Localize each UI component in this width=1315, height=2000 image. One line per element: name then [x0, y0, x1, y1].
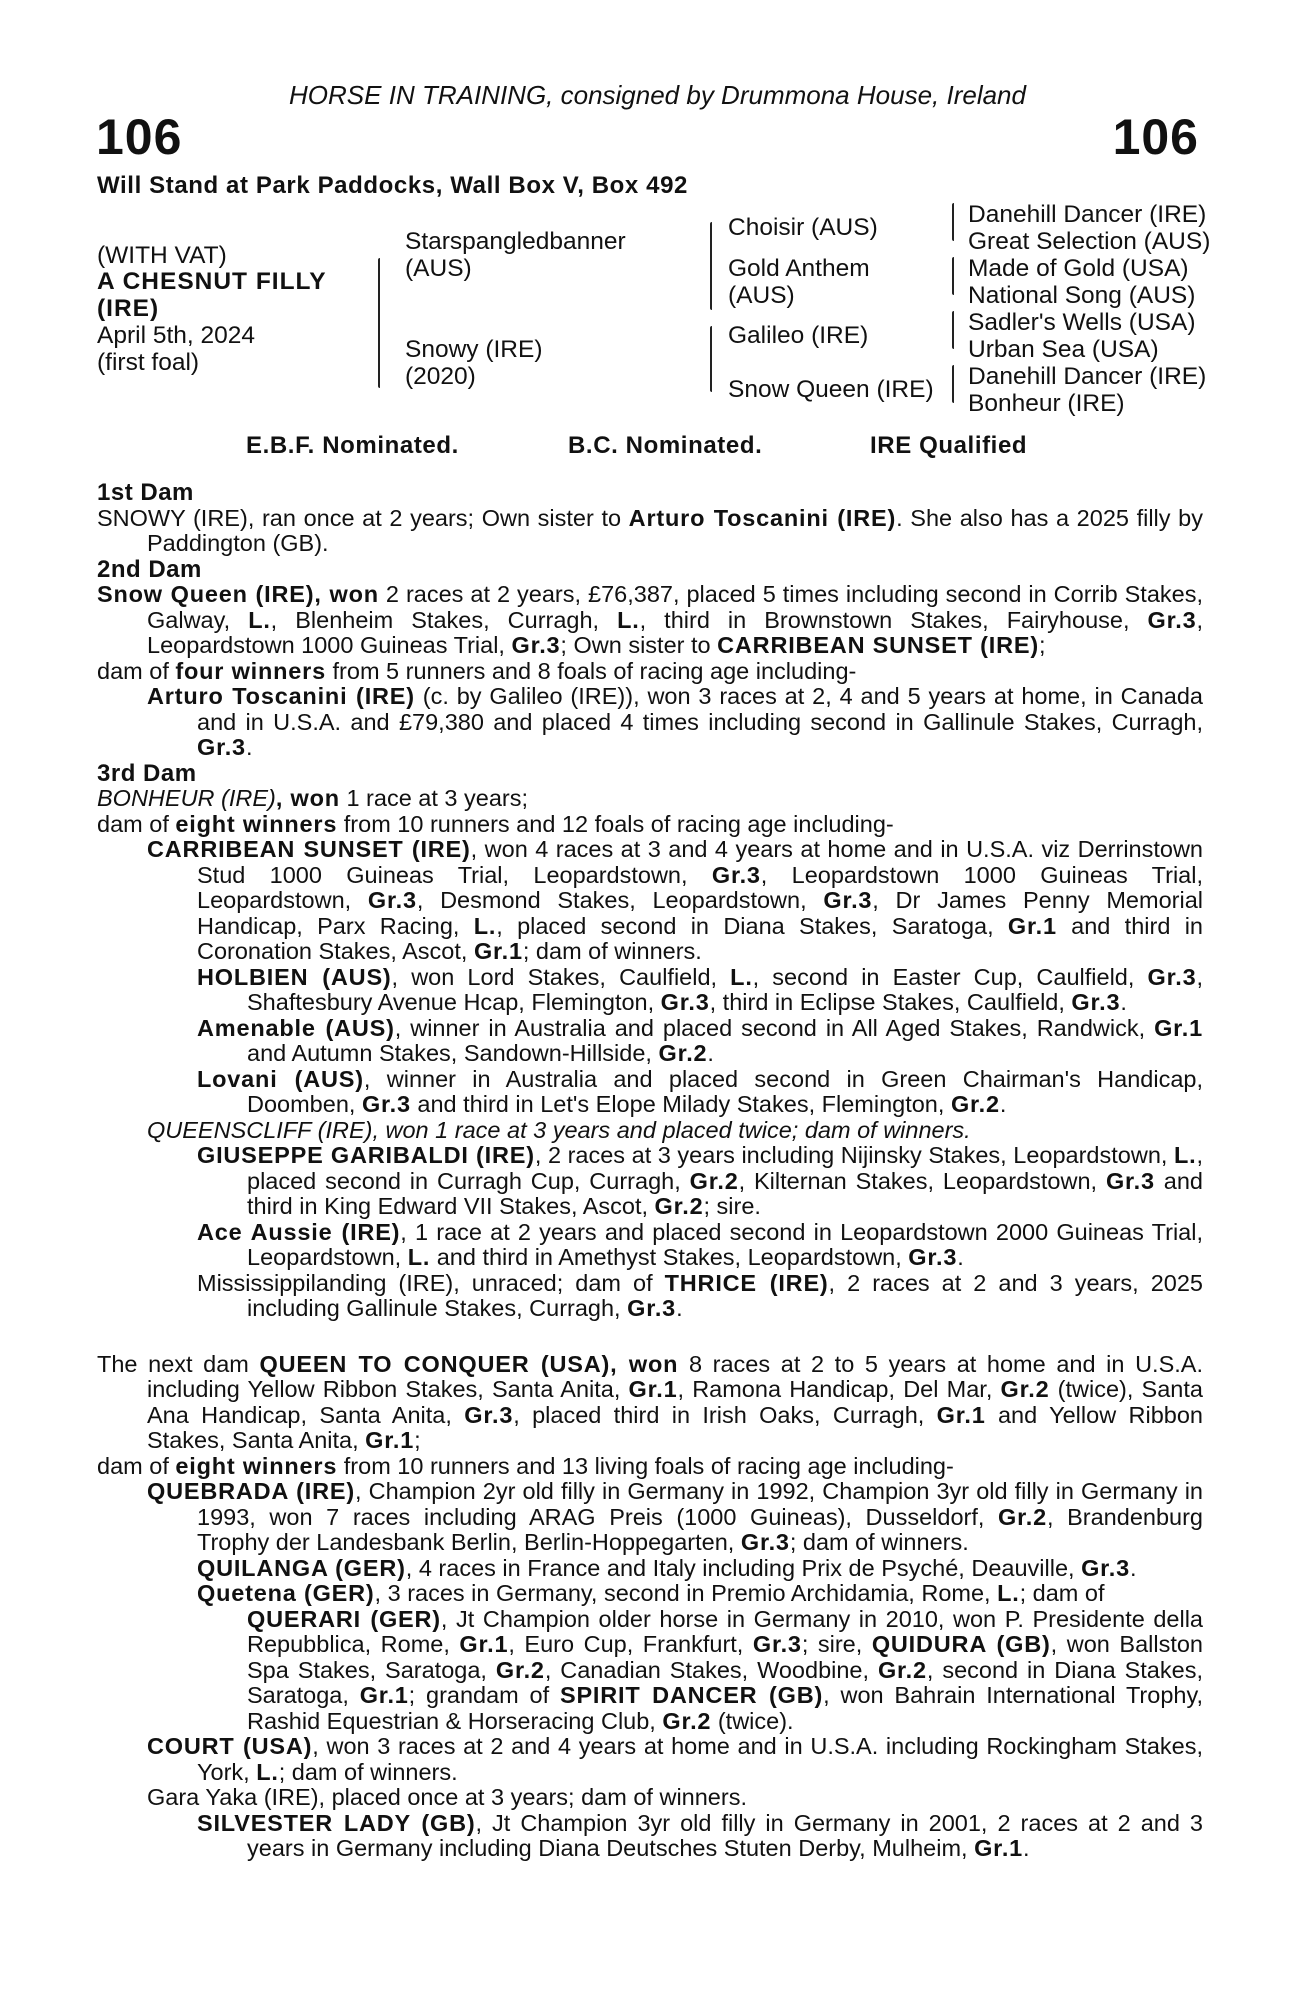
dam-dam: Snow Queen (IRE) — [728, 376, 934, 403]
sire-brace — [710, 222, 712, 310]
progeny-mississippilanding: Mississippilanding (IRE), unraced; dam of THRICE (IRE), 2 races at 2 and 3 years, 2025 including Gallinule Stakes, Curragh, Gr.3. — [197, 1269, 1203, 1321]
sire-name: Starspangledbanner — [405, 228, 626, 255]
progeny-ace-aussie: Ace Aussie (IRE), 1 race at 2 years and placed second in Leopardstown 2000 Guineas Trial, Leopardstown, L. and third in Amethyst Stakes, Leopardstown, Gr.3. — [197, 1218, 1203, 1270]
lot-number-left: 106 — [96, 109, 183, 165]
next-dam-paragraph: The next dam QUEEN TO CONQUER (USA), won 8 races at 2 to 5 years at home and in U.S.A. including Yellow Ribbon Stakes, Santa Anita, Gr.1, Ramona Handicap, Del Mar, Gr.2 (twice), Santa Ana Handicap, Santa Anita, Gr.3, placed third in Irish Oaks, Curragh, Gr.1 and Yellow Ribbon Stakes, Santa Anita, Gr.1; — [97, 1350, 1203, 1453]
second-dam-heading: 2nd Dam — [97, 555, 202, 583]
progeny-gara-yaka: Gara Yaka (IRE), placed once at 3 years; dam of winners. — [147, 1784, 747, 1810]
sire-dam: Gold Anthem — [728, 255, 870, 282]
first-dam-heading: 1st Dam — [97, 479, 194, 506]
foaling-date: April 5th, 2024 — [97, 322, 255, 349]
progeny-queenscliff: QUEENSCLIFF (IRE), won 1 race at 3 years and placed twice; dam of winners. — [147, 1116, 971, 1143]
second-dam-paragraph: Snow Queen (IRE), won 2 races at 2 years, £76,387, placed 5 times including second in Corrib Stakes, Galway, L., Blenheim Stakes, Curragh, L., third in Brownstown Stakes, Fairyhouse, Gr.3, Leopardstown 1000 Guineas Trial, Gr.3; Own sister to CARRIBEAN SUNSET (IRE); — [97, 581, 1204, 658]
sire-country: (AUS) — [405, 255, 472, 282]
third-dam-paragraph: BONHEUR (IRE), won 1 race at 3 years; — [97, 785, 529, 811]
progeny-holbien: HOLBIEN (AUS), won Lord Stakes, Caulfield, L., second in Easter Cup, Caulfield, Gr.3, Shaftesbury Avenue Hcap, Flemington, Gr.3, third in Eclipse Stakes, Caulfield, Gr.3. — [197, 963, 1203, 1015]
catalogue-header: HORSE IN TRAINING, consigned by Drummona House, Ireland — [289, 80, 1026, 110]
progeny-quilanga: QUILANGA (GER), 4 races in France and Italy including Prix de Psyché, Deauville, Gr.3. — [197, 1554, 1137, 1581]
vat-note: (WITH VAT) — [97, 242, 227, 269]
ggp-brace-4 — [952, 365, 954, 403]
ggp-2: Great Selection (AUS) — [968, 228, 1211, 255]
ggp-brace-1 — [952, 203, 954, 241]
stand-location: Will Stand at Park Paddocks, Wall Box V, Box 492 — [97, 172, 688, 199]
progeny-lovani: Lovani (AUS), winner in Australia and placed second in Green Chairman's Handicap, Doomben, Gr.3 and third in Let's Elope Milady Stakes, Flemington, Gr.2. — [197, 1065, 1203, 1117]
dam-sire: Galileo (IRE) — [728, 322, 869, 349]
dam-brace — [710, 326, 712, 392]
progeny-quebrada: QUEBRADA (IRE), Champion 2yr old filly in Germany in 1992, Champion 3yr old filly in Germany in 1993, won 7 races including ARAG Preis (1000 Guineas), Dusseldorf, Gr.2, Brandenburg Trophy der Landesbank Berlin, Berlin-Hoppegarten, Gr.3; dam of winners. — [147, 1478, 1203, 1555]
ggp-7: Danehill Dancer (IRE) — [968, 363, 1207, 390]
horse-name: A CHESNUT FILLY — [97, 268, 327, 295]
ggp-brace-3 — [952, 311, 954, 349]
sire-dam-country: (AUS) — [728, 282, 795, 309]
progeny-amenable: Amenable (AUS), winner in Australia and placed second in All Aged Stakes, Randwick, Gr.1 and Autumn Stakes, Sandown-Hillside, Gr.2. — [197, 1014, 1203, 1066]
ggp-6: Urban Sea (USA) — [968, 336, 1159, 363]
ire-qualified: IRE Qualified — [870, 432, 1028, 459]
next-dam-produce: dam of eight winners from 10 runners and 13 living foals of racing age including- — [97, 1452, 954, 1479]
second-dam-produce: dam of four winners from 5 runners and 8 foals of racing age including- — [97, 657, 857, 684]
ebf-nomination: E.B.F. Nominated. — [246, 432, 459, 459]
progeny-quetena: Quetena (GER), 3 races in Germany, second in Premio Archidamia, Rome, L.; dam of — [197, 1580, 1105, 1606]
bc-nomination: B.C. Nominated. — [568, 432, 763, 459]
progeny-carribean-sunset: CARRIBEAN SUNSET (IRE), won 4 races at 3 and 4 years at home and in U.S.A. viz Derrinstown Stud 1000 Guineas Trial, Leopardstown, Gr.3, Leopardstown 1000 Guineas Trial, Leopardstown, Gr.3, Desmond Stakes, Leopardstown, Gr.3, Dr James Penny Memorial Handicap, Parx Racing, L., placed second in Diana Stakes, Saratoga, Gr.1 and third in Coronation Stakes, Ascot, Gr.1; dam of winners. — [147, 836, 1203, 964]
ggp-5: Sadler's Wells (USA) — [968, 309, 1196, 336]
dam-name: Snowy (IRE) — [405, 336, 543, 363]
progeny-arturo-toscanini: Arturo Toscanini (IRE) (c. by Galileo (IRE)), won 3 races at 2, 4 and 5 years at home, in Canada and in U.S.A. and £79,380 and placed 4 times including second in Gallinule Stakes, Curragh, Gr.3. — [147, 683, 1203, 760]
horse-name-country: (IRE) — [97, 295, 160, 322]
pedigree-brace — [378, 258, 380, 388]
ggp-4: National Song (AUS) — [968, 282, 1196, 309]
dam-year: (2020) — [405, 363, 476, 390]
pedigree-notes — [97, 480, 1203, 1862]
ggp-1: Danehill Dancer (IRE) — [968, 201, 1207, 228]
first-dam-paragraph: SNOWY (IRE), ran once at 2 years; Own sister to Arturo Toscanini (IRE). She also has a 2025 filly by Paddington (GB). — [97, 504, 1203, 556]
ggp-3: Made of Gold (USA) — [968, 255, 1189, 282]
ggp-8: Bonheur (IRE) — [968, 390, 1125, 417]
progeny-querari: QUERARI (GER), Jt Champion older horse in Germany in 2010, won P. Presidente della Repubblica, Rome, Gr.1, Euro Cup, Frankfurt, Gr.3; sire, QUIDURA (GB), won Ballston Spa Stakes, Saratoga, Gr.2, Canadian Stakes, Woodbine, Gr.2, second in Diana Stakes, Saratoga, Gr.1; grandam of SPIRIT DANCER (GB), won Bahrain International Trophy, Rashid Equestrian & Horseracing Club, Gr.2 (twice). — [247, 1605, 1204, 1734]
third-dam-produce: dam of eight winners from 10 runners and 12 foals of racing age including- — [97, 810, 894, 837]
first-foal-note: (first foal) — [97, 349, 200, 376]
progeny-giuseppe-garibaldi: GIUSEPPE GARIBALDI (IRE), 2 races at 3 years including Nijinsky Stakes, Leopardstown, L., placed second in Curragh Cup, Curragh, Gr.2, Kilternan Stakes, Leopardstown, Gr.3 and third in King Edward VII Stakes, Ascot, Gr.2; sire. — [197, 1142, 1203, 1219]
progeny-court: COURT (USA), won 3 races at 2 and 4 years at home and in U.S.A. including Rockingham Stakes, York, L.; dam of winners. — [147, 1733, 1203, 1785]
ggp-brace-2 — [952, 257, 954, 295]
sire-sire: Choisir (AUS) — [728, 214, 878, 241]
progeny-silvester-lady: SILVESTER LADY (GB), Jt Champion 3yr old filly in Germany in 2001, 2 races at 2 and 3 years in Germany including Diana Deutsches Stuten Derby, Mulheim, Gr.1. — [197, 1809, 1203, 1861]
lot-number-right: 106 — [1112, 109, 1199, 165]
third-dam-heading: 3rd Dam — [97, 759, 197, 787]
